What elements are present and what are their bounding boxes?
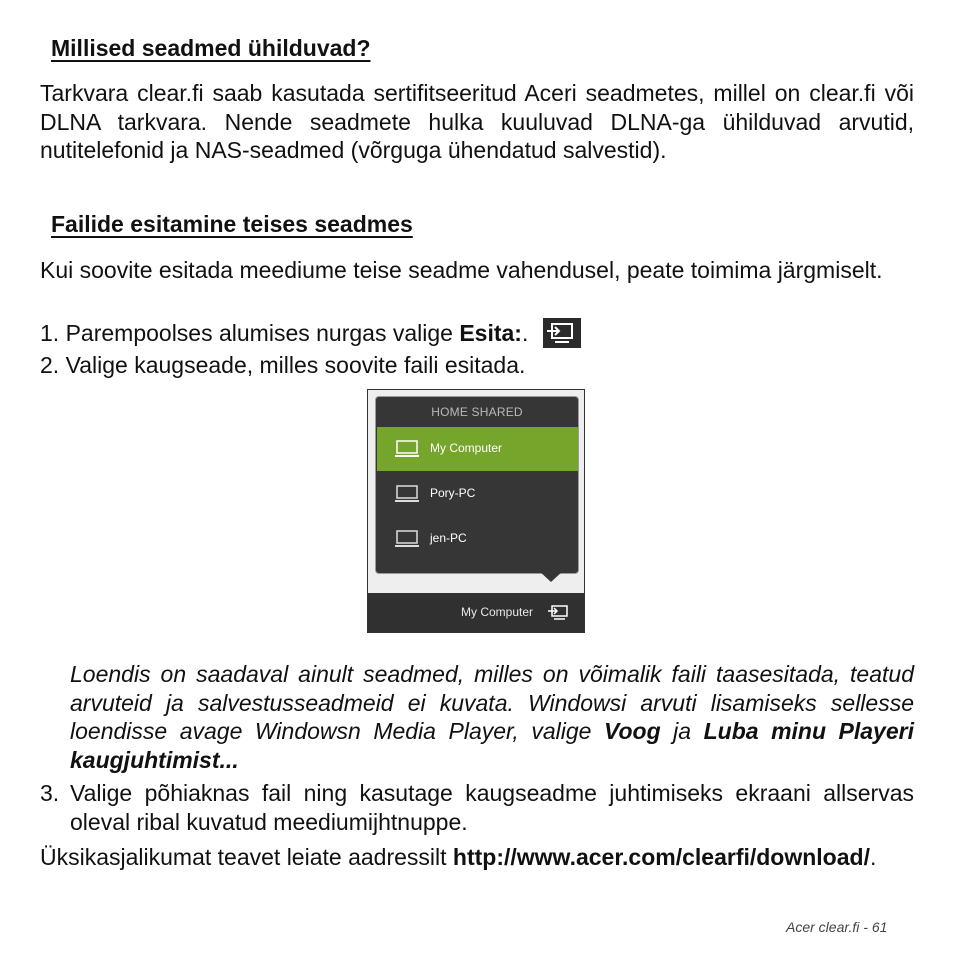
heading-play-on-other-device: Failide esitamine teises seadmes xyxy=(51,211,413,237)
note-mid: ja xyxy=(660,718,704,744)
step-1-prefix: 1. Parempoolses alumises nurgas valige xyxy=(40,320,460,346)
device-picker-screenshot xyxy=(367,389,585,633)
device-item-jen-pc[interactable] xyxy=(377,517,578,561)
device-item-my-computer[interactable] xyxy=(377,427,578,471)
step-2: 2. Valige kaugseade, milles soovite faili esitada. xyxy=(40,352,526,378)
step-3-text: Valige põhiaknas fail ning kasutage kaugseadme juhtimiseks ekraani allservas oleval ribal kuvatud meediumijhtnuppe. xyxy=(70,780,914,835)
device-label: jen-PC xyxy=(430,531,467,545)
paragraph-compatible-devices: Tarkvara clear.fi saab kasutada sertifitseeritud Aceri seadmetes, millel on clear.fi või DLNA tarkvara. Nende seadmete hulka kuuluvad DLNA-ga ühilduvad arvutid, nutitelefonid ja NAS-seadmed (võrguga ühendatud salvestid). xyxy=(40,80,914,163)
play-to-bar xyxy=(368,593,584,632)
note-bold-remote: Luba minu Playeri kaugjuhtimist... xyxy=(70,718,914,773)
more-info-link[interactable]: http://www.acer.com/clearfi/download/ xyxy=(452,844,870,870)
step-1 xyxy=(40,318,581,348)
paragraph-play-intro: Kui soovite esitada meediume teise seadme vahendusel, peate toimima järgmiselt. xyxy=(40,257,883,283)
step-1-bold: Esita: xyxy=(459,320,522,346)
laptop-icon xyxy=(395,485,419,503)
play-to-icon[interactable] xyxy=(547,604,569,621)
device-popup xyxy=(375,396,579,574)
more-info-suffix: . xyxy=(869,844,877,870)
device-label: Pory-PC xyxy=(430,486,476,500)
page-footer: Acer clear.fi - 61 xyxy=(786,919,888,935)
note-paragraph xyxy=(70,660,914,774)
device-label: My Computer xyxy=(430,441,503,455)
note-text: Loendis on saadaval ainult seadmed, milles on võimalik faili taasesitada, teatud arvuteid ja salvestusseadmeid ei kuvata. Windowsi arvuti lisamiseks sellesse loendisse avage Windowsn Media Player, valige xyxy=(70,661,914,744)
bar-device-label: My Computer xyxy=(461,605,534,619)
heading-compatible-devices: Millised seadmed ühilduvad? xyxy=(51,35,371,61)
device-item-pory-pc[interactable] xyxy=(377,472,578,516)
more-info-paragraph xyxy=(40,843,914,872)
laptop-icon xyxy=(395,530,419,548)
play-to-icon xyxy=(543,318,581,348)
note-bold-stream: Voog xyxy=(603,718,661,744)
laptop-icon xyxy=(395,440,419,458)
step-1-suffix: . xyxy=(521,320,529,346)
step-3-number: 3. xyxy=(40,780,60,806)
popup-pointer xyxy=(538,570,564,582)
more-info-prefix: Üksikasjalikumat teavet leiate aadressilt xyxy=(40,844,453,870)
popup-header: HOME SHARED xyxy=(431,405,523,419)
